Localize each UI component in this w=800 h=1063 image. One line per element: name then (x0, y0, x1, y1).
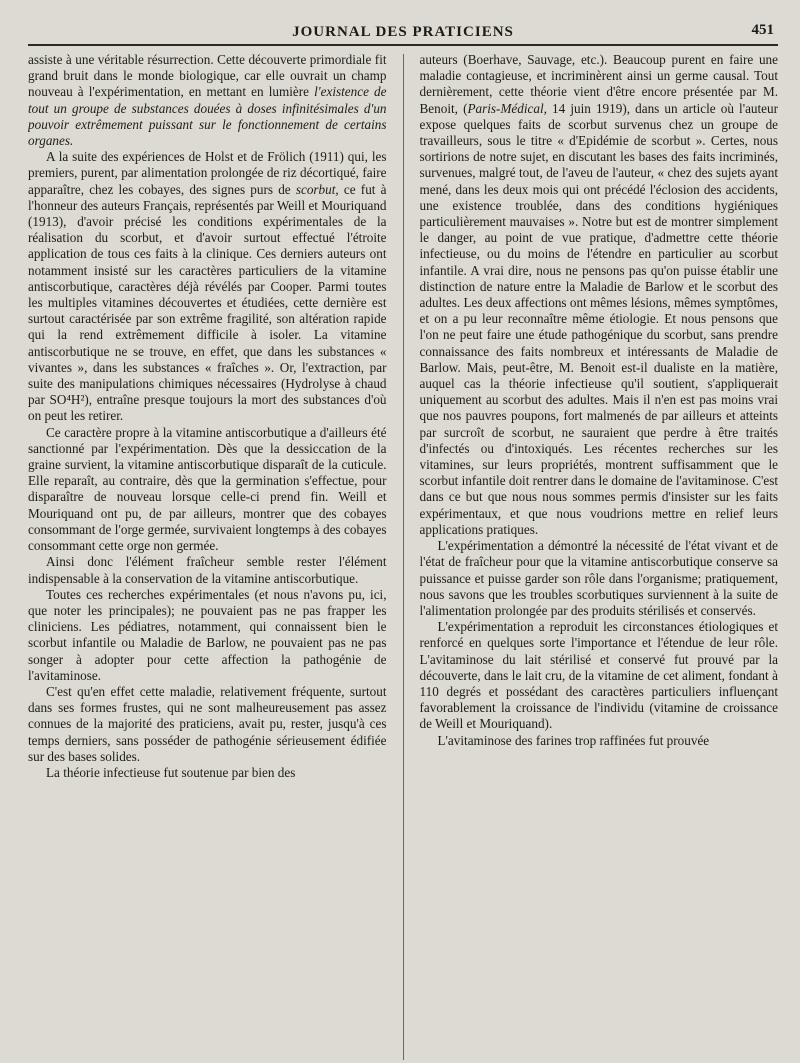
text-span: A la suite des expériences de Holst et de Frölich (1911) qui, les premiers, purent, par alimentation prolongée de riz décortiqué, faire apparaître, chez les cobayes, des signes purs de (28, 149, 387, 197)
text-span: ce fut à l'honneur des auteurs Français, représentés par Weill et Mouriquand (1913), d'avoir précisé les conditions expérimentales de la réalisation du scorbut, et d'avoir surtout effectué l'étroite application de tous ces faits à la clinique. Ces derniers auteurs ont notamment insisté sur les caractères particuliers de la vitamine antiscorbutique, caractères déjà révélés par Cooper. Parmi toutes les multiples vitamines découvertes et étudiées, cette dernière est surtout caractérisée par son extrême fragilité, son altération rapide qui la rend extrêmement difficile à isoler. La vitamine antiscorbutique ne se trouve, en effet, que dans les substances « vivantes », dans les substances « fraîches ». Or, l'extraction, par suite des manipulations chimiques nécessaires (Hydrolyse à chaud par SO⁴H²), entraîne presque toujours la mort des substances d'où on peut les retirer. (28, 181, 387, 424)
column-divider (403, 54, 404, 1060)
paragraph (28, 149, 387, 424)
italic-span: Paris-Médical, (467, 100, 547, 116)
paragraph: Ainsi donc l'élément fraîcheur semble rester l'élément indispensable à la conservation de la vitamine antiscorbutique. (28, 554, 387, 586)
paragraph: Ce caractère propre à la vitamine antiscorbutique a d'ailleurs été sanctionné par l'expérimentation. Dès que la dessiccation de la graine survient, la vitamine antiscorbutique disparaît de la cuticule. Elle reparaît, au contraire, dès que la germination s'effectue, pour disparaître de nouveau lorsque celle-ci prend fin. Weill et Mouriquand ont pu, de par ailleurs, montrer que des cobayes consommant de l'orge germée, survivaient longtemps à des cobayes consommant cette orge non germée. (28, 424, 387, 554)
paragraph (420, 52, 779, 538)
italic-span: scorbut, (295, 181, 339, 197)
paragraph: C'est qu'en effet cette maladie, relativement fréquente, surtout dans ses formes frustes, qui ne sont malheureusement pas assez connues de la majorité des praticiens, avait pu, rester, jusqu'à ces temps derniers, sans posséder de pathogénie sérieusement édifiée sur des bases solides. (28, 683, 387, 764)
paragraph: L'expérimentation a reproduit les circonstances étiologiques et renforcé en quelques sorte l'importance et l'étendue de leur rôle. L'avitaminose du lait stérilisé et conservé fut prouvé par la découverte, dans le lait cru, de la vitamine de cet aliment, fondant à 110 degrés et possédant des caractères particuliers influençant favorablement la croissance de l'individu (vitamine de croissance de Weill et Mouriquand). (419, 619, 779, 732)
running-title: JOURNAL DES PRATICIENS (292, 23, 514, 40)
page-number: 451 (751, 22, 774, 38)
italic-span: l'existence de tout un groupe de substances douées à doses infinitésimales d'un pouvoir extrêmement puissant sur le fonctionnement de certains organes. (28, 84, 387, 149)
paragraph: L'avitaminose des farines trop raffinées fut prouvée (437, 732, 710, 748)
text-columns (28, 52, 778, 1060)
text-span: assiste à une véritable résurrection. Cette découverte primordiale fit grand bruit dans le monde biologique, car elle ouvrait un champ nouveau à l'expérimentation, en mettant en lumière (28, 52, 387, 100)
right-column (420, 52, 779, 1060)
text-span: 14 juin 1919), dans un article où l'auteur expose quelques faits de scorbut survenus chez un groupe de travailleurs, sous le titre « d'Epidémie de scorbut ». Certes, nous sortirions de notre sujet, en discutant les bases des faits incriminés, survenues, malgré tout, de l'aveu de l'auteur, « chez des sujets ayant mené, dans les deux mois qui ont précédé l'éclosion des accidents, une existence troublée, dans des conditions hygiéniques particulièrement mauvaises ». Notre but est de montrer simplement le danger, au point de vue pratique, d'admettre cette théorie infectieuse, ou du moins de l'étendre en particulier au scorbut infantile. A vrai dire, nous ne pensons pas qu'on puisse établir une distinction de nature entre la Maladie de Barlow et le scorbut des adultes. Les deux affections ont mêmes lésions, mêmes symptômes, et on a pu leur reconnaître même étiologie. Et nous pensons que l'on ne peut faire une étude pathogénique du scorbut, sans prendre connaissance des faits nombreux et intéressants de Maladie de Barlow. Mais, peut-être, M. Benoit est-il dualiste en la matière, auquel cas la théorie infectieuse qu'il soutient, s'appliquerait uniquement au scorbut des adultes. Mais il n'en est pas moins vrai que nos pauvres poupons, fort malmenés de par ailleurs et atteints par surcroît de scorbut, ne sauraient que perdre à être traités d'infectés ou d'intoxiqués. Les récentes recherches sur les vitamines, sur leurs propriétés, montrent suffisamment que le scorbut infantile doit rentrer dans le domaine de l'avitaminose. C'est dans ce but que nous nous sommes permis d'insister sur les faits expérimentaux, et que nous voudrions mettre en relief leurs applications pratiques. (419, 100, 779, 537)
paragraph: Toutes ces recherches expérimentales (et nous n'avons pu, ici, que noter les principales); ne pouvaient pas ne pas frapper les cliniciens. Les pédiatres, notamment, qui connaissent bien le scorbut infantile ou Maladie de Barlow, ne pouvaient pas ne pas songer à adopter pour cette affection la pathogénie de l'avitaminose. (28, 586, 387, 683)
text-span: auteurs (Boerhave, Sauvage, etc.). Beaucoup purent en faire une maladie contagieuse, et incriminèrent ainsi un germe causal. Tout dernièrement, cette théorie vient d'être encore présentée par M. Benoit, ( (419, 52, 779, 116)
paragraph (28, 52, 387, 149)
paragraph: La théorie infectieuse fut soutenue par bien des (46, 764, 296, 780)
paragraph: L'expérimentation a démontré la nécessité de l'état vivant et de l'état de fraîcheur pour que la vitamine antiscorbutique conserve sa puissance et puisse garder son rôle dans l'organisme; pratiquement, nous savons que les troubles scorbutiques surviennent à la suite de l'alimentation prolongée par des produits stérilisés et conservés. (419, 538, 779, 618)
left-column (28, 52, 387, 1060)
page-header (28, 20, 778, 46)
